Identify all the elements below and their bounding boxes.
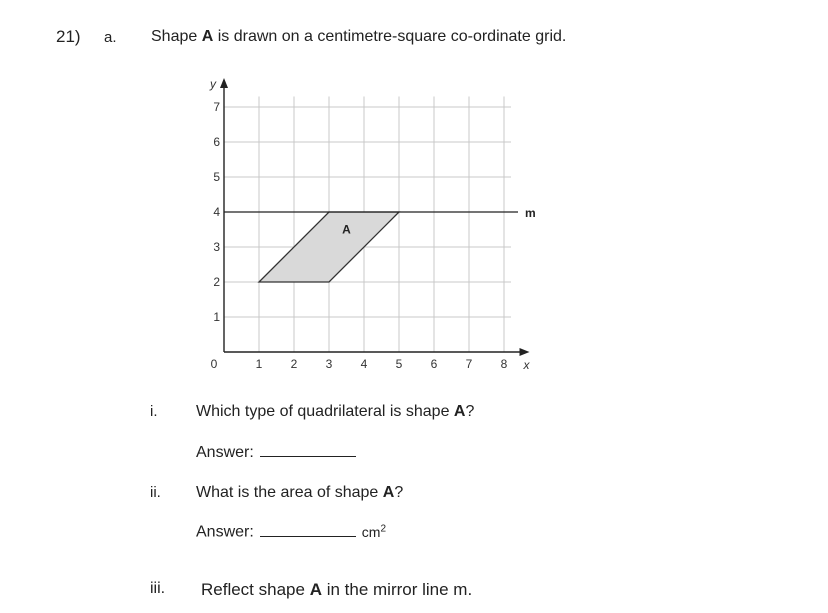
y-tick-label: 4 <box>213 205 220 219</box>
x-tick-label: 6 <box>430 357 438 371</box>
y-axis-arrow-icon <box>220 78 228 88</box>
subquestion-iii-suffix: in the mirror line m. <box>321 580 473 599</box>
x-tick-label: 4 <box>360 357 368 371</box>
intro-shape-name: A <box>201 28 214 45</box>
question-part-label: a. <box>104 29 117 46</box>
subquestion-i-shape: A <box>453 403 466 420</box>
answer-label-ii: Answer: <box>196 523 254 541</box>
question-number: 21) <box>56 27 81 46</box>
area-unit <box>362 524 386 540</box>
intro-prefix: Shape <box>151 28 202 45</box>
answer-row-i <box>196 444 356 462</box>
area-unit-power: 2 <box>380 523 387 534</box>
x-tick-label: 5 <box>395 357 403 371</box>
x-axis-arrow-icon <box>520 348 530 356</box>
subquestion-iii-prefix: Reflect shape <box>201 580 310 599</box>
subquestion-i-prefix: Which type of quadrilateral is shape <box>196 403 454 420</box>
shape-a-label: A <box>342 222 351 237</box>
origin-label: 0 <box>210 357 218 371</box>
mirror-line-label: m <box>525 206 536 220</box>
y-tick-label: 2 <box>213 275 220 289</box>
answer-blank-ii[interactable] <box>260 535 356 537</box>
subquestion-iii-text <box>201 580 472 600</box>
subquestion-i-numeral: i. <box>150 403 158 420</box>
y-tick-label: 1 <box>213 310 220 324</box>
subquestion-iii-shape: A <box>309 580 322 599</box>
subquestion-ii-numeral: ii. <box>150 484 161 501</box>
x-axis-label: x <box>523 358 530 372</box>
y-tick-label: 3 <box>213 240 220 254</box>
y-axis-label: y <box>210 77 216 91</box>
subquestion-ii-suffix: ? <box>394 484 404 501</box>
x-tick-label: 1 <box>255 357 263 371</box>
x-tick-label: 3 <box>325 357 333 371</box>
answer-blank-i[interactable] <box>260 455 356 457</box>
subquestion-ii-prefix: What is the area of shape <box>196 484 383 501</box>
subquestion-ii-text <box>196 484 403 502</box>
x-tick-label: 8 <box>500 357 508 371</box>
subquestion-i-suffix: ? <box>465 403 475 420</box>
answer-row-ii <box>196 523 386 542</box>
x-tick-label: 7 <box>465 357 473 371</box>
answer-label-i: Answer: <box>196 444 254 461</box>
y-tick-label: 5 <box>213 170 220 184</box>
subquestion-ii-shape: A <box>382 484 395 501</box>
y-tick-label: 6 <box>213 135 220 149</box>
y-tick-label: 7 <box>213 100 220 114</box>
intro-suffix: is drawn on a centimetre-square co-ordinate grid. <box>213 28 567 45</box>
x-tick-label: 2 <box>290 357 298 371</box>
subquestion-i-text <box>196 403 474 421</box>
area-unit-base: cm <box>361 523 381 540</box>
subquestion-iii-numeral: iii. <box>150 580 166 597</box>
